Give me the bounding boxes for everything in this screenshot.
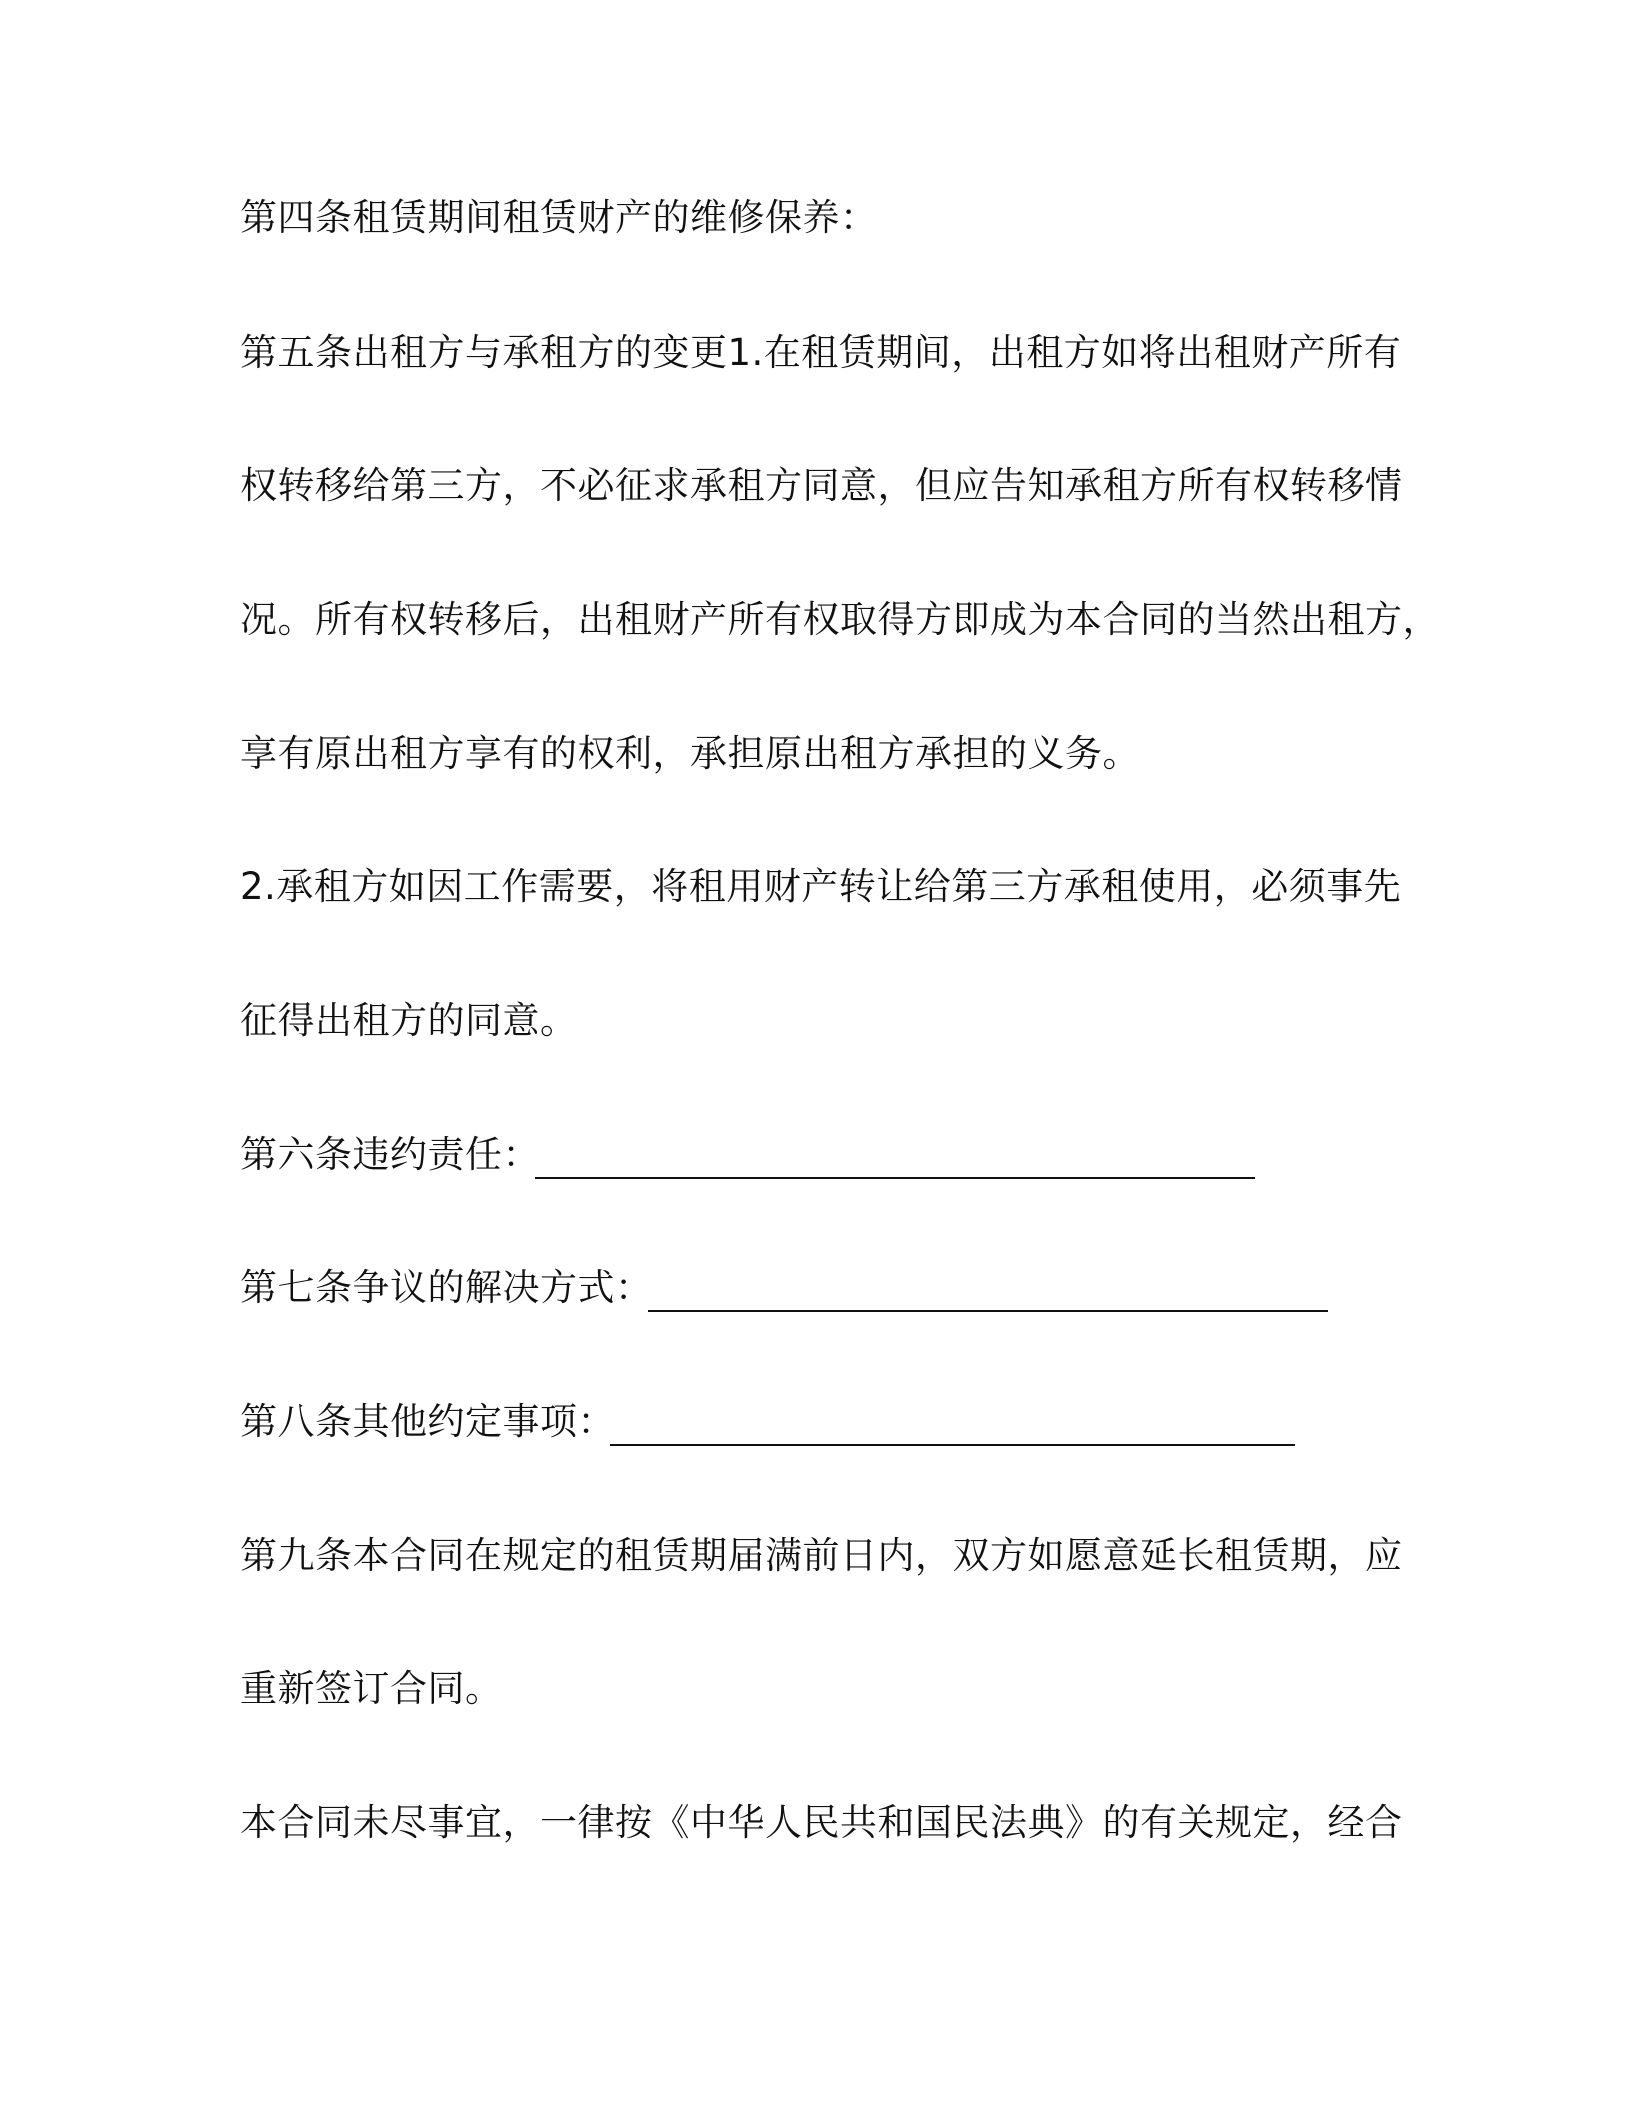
article-5-line-4: 享有原出租方享有的权利，承担原出租方承担的义务。 (240, 732, 1140, 775)
article-5-line-1: 第五条出租方与承租方的变更1.在租赁期间，出租方如将出租财产所有 (240, 331, 1402, 374)
article-6-label: 第六条违约责任： (240, 1133, 540, 1176)
article-7-label: 第七条争议的解决方式： (240, 1266, 653, 1309)
article-9-line-2: 重新签订合同。 (240, 1667, 503, 1710)
article-8-label: 第八条其他约定事项： (240, 1400, 615, 1443)
article-4-heading: 第四条租赁期间租赁财产的维修保养： (240, 196, 878, 239)
article-7-blank-line (648, 1310, 1328, 1312)
article-6-blank-line (535, 1177, 1255, 1179)
article-5-item-2-line-1: 2.承租方如因工作需要，将租用财产转让给第三方承租使用，必须事先 (240, 865, 1402, 908)
article-8-blank-line (610, 1444, 1295, 1446)
closing-paragraph-line-1: 本合同未尽事宜，一律按《中华人民共和国民法典》的有关规定，经合 (240, 1801, 1403, 1844)
article-9-line-1: 第九条本合同在规定的租赁期届满前日内，双方如愿意延长租赁期，应 (240, 1534, 1403, 1577)
article-5-line-2: 权转移给第三方，不必征求承租方同意，但应告知承租方所有权转移情 (240, 464, 1403, 507)
article-5-item-2-line-2: 征得出租方的同意。 (240, 999, 578, 1042)
article-5-line-3: 况。所有权转移后，出租财产所有权取得方即成为本合同的当然出租方， (240, 598, 1440, 641)
